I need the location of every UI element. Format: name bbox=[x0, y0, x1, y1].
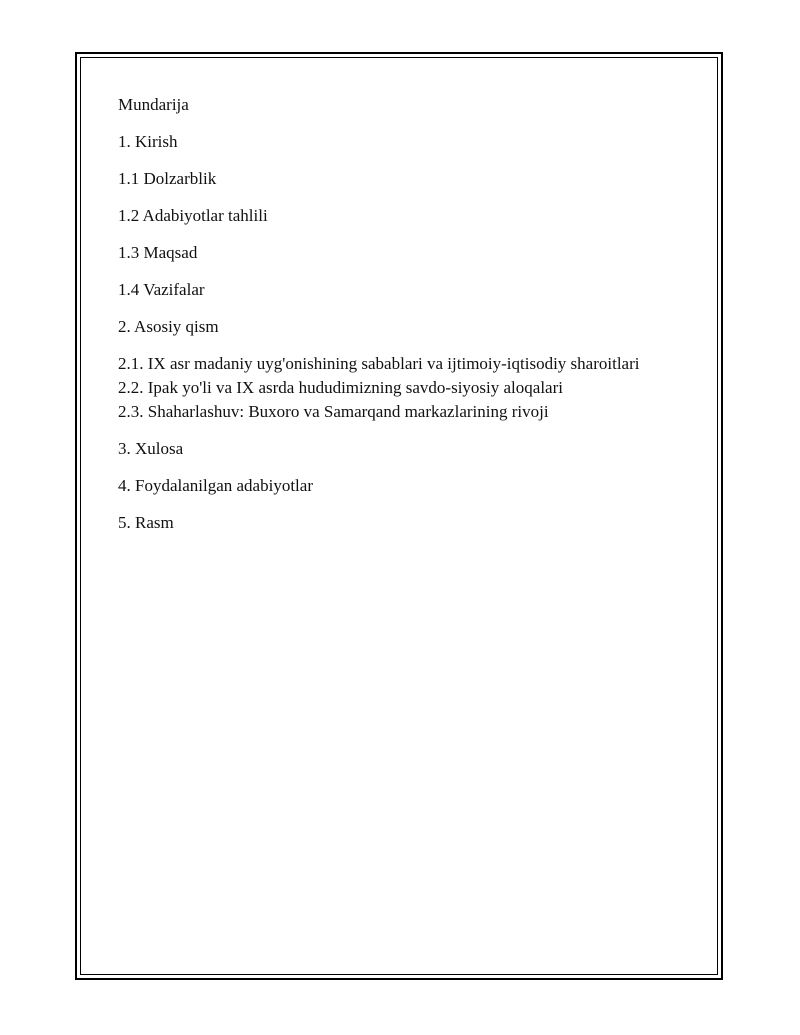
toc-item-dolzarblik: 1.1 Dolzarblik bbox=[118, 169, 217, 188]
toc-item-asosiy-qism: 2. Asosiy qism bbox=[118, 317, 219, 336]
toc-item-vazifalar: 1.4 Vazifalar bbox=[118, 280, 205, 299]
toc-heading: Mundarija bbox=[118, 95, 189, 114]
toc-item-rasm: 5. Rasm bbox=[118, 513, 174, 532]
toc-item-maqsad: 1.3 Maqsad bbox=[118, 243, 198, 262]
toc-item-xulosa: 3. Xulosa bbox=[118, 439, 184, 458]
toc-item-adabiyotlar-tahlili: 1.2 Adabiyotlar tahlili bbox=[118, 206, 268, 225]
toc-item-2-3: 2.3. Shaharlashuv: Buxoro va Samarqand markazlarining rivoji bbox=[118, 402, 549, 421]
toc-item-adabiyotlar: 4. Foydalanilgan adabiyotlar bbox=[118, 476, 313, 495]
toc-item-2-2: 2.2. Ipak yo'li va IX asrda hududimizning savdo-siyosiy aloqalari bbox=[118, 378, 563, 397]
table-of-contents bbox=[118, 94, 708, 534]
toc-item-kirish: 1. Kirish bbox=[118, 132, 178, 151]
toc-item-2-1: 2.1. IX asr madaniy uyg'onishining sabablari va ijtimoiy-iqtisodiy sharoitlari bbox=[118, 354, 640, 373]
